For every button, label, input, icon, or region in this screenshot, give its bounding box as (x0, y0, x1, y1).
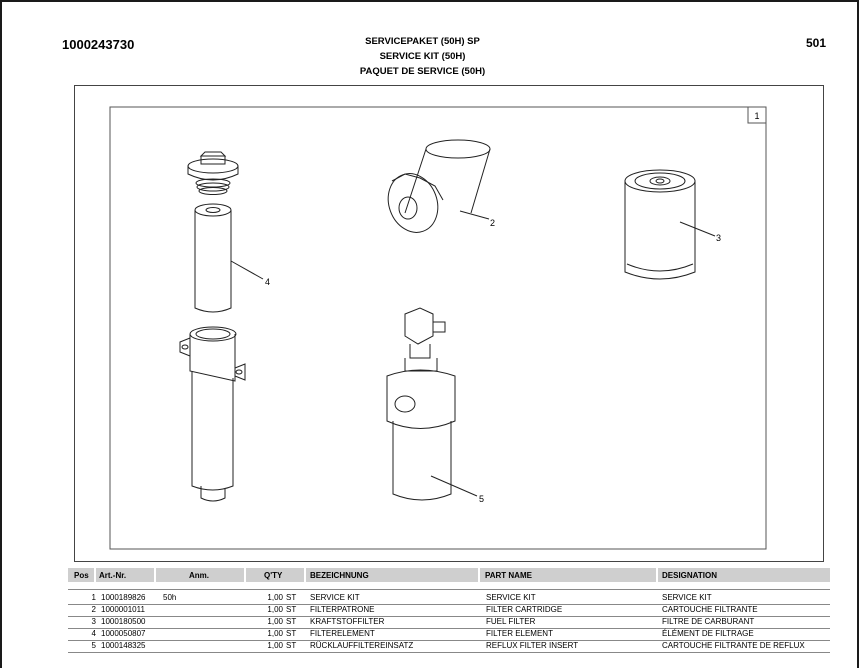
col-header-anm: Anm. (189, 571, 209, 580)
drawing-frame (74, 85, 824, 562)
row-unit: ST (286, 617, 297, 626)
filter-element-illustration (195, 204, 270, 312)
page-title (320, 34, 525, 79)
table-row (68, 592, 830, 604)
callout-4: 4 (265, 277, 271, 287)
table-row (68, 604, 830, 616)
title-line-de: SERVICEPAKET (50H) SP (365, 36, 480, 47)
row-unit: ST (286, 605, 297, 614)
col-header-designation: DESIGNATION (662, 571, 717, 580)
table-rule (68, 652, 830, 653)
row-qty: 1,00 (267, 629, 283, 638)
header-divider (478, 568, 480, 582)
col-header-bezeichnung: BEZEICHNUNG (310, 571, 369, 580)
col-header-pos: Pos (74, 571, 89, 580)
row-bezeichnung: FILTERPATRONE (310, 605, 375, 614)
row-designation: CARTOUCHE FILTRANTE DE REFLUX (662, 641, 805, 650)
filter-cartridge-illustration (380, 140, 495, 239)
row-designation: ÉLÉMENT DE FILTRAGE (662, 629, 754, 638)
header-divider (154, 568, 156, 582)
row-unit: ST (286, 593, 297, 602)
row-art-nr: 1000189826 (101, 593, 146, 602)
window-frame-top (0, 0, 859, 2)
title-line-fr: PAQUET DE SERVICE (50H) (359, 66, 486, 77)
row-pos: 5 (91, 641, 96, 650)
callout-5: 5 (479, 494, 485, 504)
row-part-name: FUEL FILTER (486, 617, 536, 626)
row-art-nr: 1000148325 (101, 641, 146, 650)
row-part-name: FILTER ELEMENT (486, 629, 553, 638)
window-frame-left (0, 0, 2, 668)
header-divider (244, 568, 246, 582)
row-pos: 1 (91, 593, 96, 602)
exploded-parts-drawing (75, 86, 823, 561)
row-qty: 1,00 (267, 641, 283, 650)
row-bezeichnung: SERVICE KIT (310, 593, 360, 602)
col-header-qty: Q'TY (264, 571, 283, 580)
reflux-filter-illustration (387, 308, 484, 504)
row-pos: 2 (91, 605, 96, 614)
row-pos: 4 (91, 629, 96, 638)
row-part-name: SERVICE KIT (486, 593, 536, 602)
row-designation: SERVICE KIT (662, 593, 712, 602)
row-anm: 50h (163, 593, 177, 602)
table-row (68, 640, 830, 652)
callout-2: 2 (490, 218, 496, 228)
title-line-en: SERVICE KIT (50H) (379, 51, 466, 62)
row-qty: 1,00 (267, 617, 283, 626)
table-row (68, 616, 830, 628)
row-designation: FILTRE DE CARBURANT (662, 617, 755, 626)
fuel-filter-illustration (625, 170, 721, 279)
filter-housing-illustration (180, 327, 245, 501)
row-unit: ST (286, 629, 297, 638)
row-qty: 1,00 (267, 605, 283, 614)
callout-3: 3 (716, 233, 722, 243)
col-header-art-nr: Art.-Nr. (99, 571, 127, 580)
table-rule (68, 589, 830, 590)
row-art-nr: 1000001011 (101, 605, 145, 614)
document-number: 1000243730 (62, 37, 135, 52)
header-divider (94, 568, 96, 582)
row-part-name: FILTER CARTRIDGE (486, 605, 563, 614)
row-art-nr: 1000050807 (101, 629, 146, 638)
col-header-part-name: PART NAME (485, 571, 532, 580)
row-art-nr: 1000180500 (101, 617, 146, 626)
header-divider (656, 568, 658, 582)
table-row (68, 628, 830, 640)
row-bezeichnung: KRAFTSTOFFILTER (310, 617, 385, 626)
filter-cap-illustration (188, 152, 238, 195)
row-pos: 3 (91, 617, 96, 626)
row-unit: ST (286, 641, 297, 650)
page-number: 501 (805, 36, 826, 50)
row-bezeichnung: FILTERELEMENT (310, 629, 375, 638)
header-divider (304, 568, 306, 582)
row-designation: CARTOUCHE FILTRANTE (662, 605, 758, 614)
sheet-label: 1 (754, 111, 760, 121)
row-qty: 1,00 (267, 593, 283, 602)
row-bezeichnung: RÜCKLAUFFILTEREINSATZ (310, 641, 414, 650)
row-part-name: REFLUX FILTER INSERT (486, 641, 579, 650)
